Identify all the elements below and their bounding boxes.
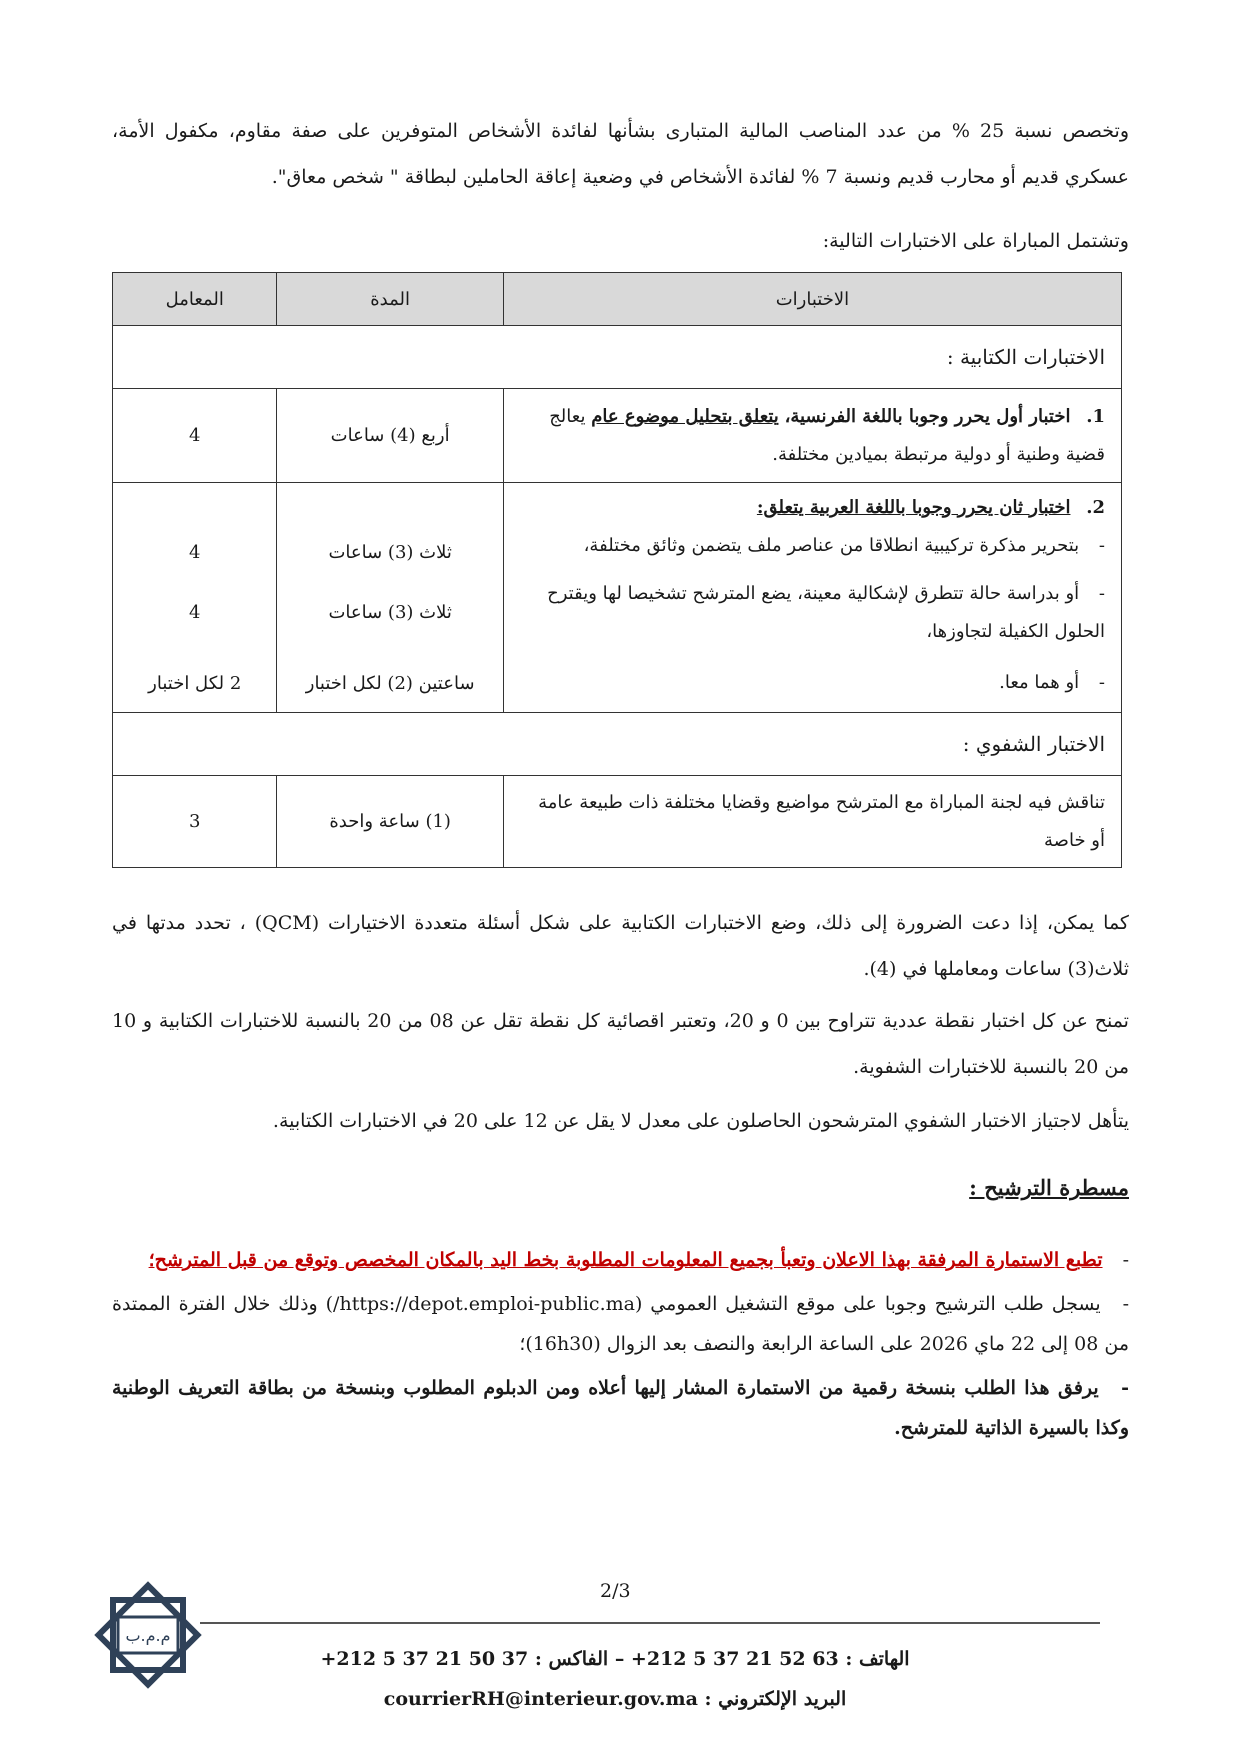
footer-email: البريد الإلكتروني : courrierRH@interieur.gov.ma [383,1688,847,1710]
written-section-title: الاختبارات الكتابية : [113,326,1122,389]
scoring-paragraph [112,998,1129,1090]
header-duration: المدة [277,273,503,326]
table-row [113,483,1122,571]
oral-section-title: الاختبار الشفوي : [113,713,1122,776]
exam2-option2-text: أو بدراسة حالة تتطرق لإشكالية معينة، يضع المترشح تشخيصا لها ويقترح الحلول الكفيلة لتجاوزها، [547,582,1105,642]
header-coefficient: المعامل [113,273,277,326]
exam2-option1-text: بتحرير مذكرة تركيبية انطلاقا من عناصر ملف يتضمن وثائق مختلفة، [583,534,1080,556]
exam2-cell-opt3 [503,655,1121,713]
exam1-coefficient: 4 [113,389,277,483]
logo-text: م.م.ب [125,1626,171,1645]
exam2-cell-opt1 [503,483,1121,571]
exams-intro-text: وتشتمل المباراة على الاختبارات التالية: [822,230,1129,252]
table-header-row [113,273,1122,326]
footer-divider [200,1622,1100,1624]
exam2-option1-coefficient: 4 [113,483,277,571]
list-item [112,1240,1129,1280]
exams-table [112,272,1122,868]
oral-section-row [113,713,1122,776]
institution-logo [88,1575,208,1695]
qcm-text: كما يمكن، إذا دعت الضرورة إلى ذلك، وضع الاختبارات الكتابية على شكل أسئلة متعددة الاختيارات (QCM) ، تحدد مدتها في ثلاث(3) ساعات ومعاملها في (4). [112,912,1129,980]
qualification-paragraph [112,1098,1129,1144]
procedure-list [112,1240,1129,1452]
exam2-option1-duration: ثلاث (3) ساعات [277,483,503,571]
oral-exam-text: تناقش فيه لجنة المباراة مع المترشح مواضيع وقضايا مختلفة ذات طبيعة عامة أو خاصة [503,776,1121,868]
bullet-dash: - [1122,1293,1129,1315]
qcm-paragraph [112,900,1129,992]
procedure-item-3: يرفق هذا الطلب بنسخة رقمية من الاستمارة المشار إليها أعلاه ومن الدبلوم المطلوب وبنسخة من بطاقة التعريف الوطنية وكذا بالسيرة الذاتية للمترشح. [112,1377,1129,1439]
bullet-dash: - [1098,582,1105,604]
exam2-option2-duration: ثلاث (3) ساعات [277,571,503,655]
exam2-title: اختبار ثان يحرر وجوبا باللغة العربية يتعلق: [756,496,1071,518]
oral-exam-duration: (1) ساعة واحدة [277,776,503,868]
bullet-dash: - [1122,1249,1129,1271]
table-row [113,655,1122,713]
intro-exams-line [112,218,1129,264]
bullet-dash: - [1121,1377,1129,1399]
exam2-number: 2. [1086,496,1105,518]
bullet-dash: - [1098,534,1105,556]
written-section-row [113,326,1122,389]
page-number: 2/3 [600,1580,631,1602]
exam1-cell [503,389,1121,483]
procedure-item-1: تطبع الاستمارة المرفقة بهذا الاعلان وتعبأ بجميع المعلومات المطلوبة بخط اليد بالمكان المخصص وتوقع من قبل المترشح؛ [148,1249,1103,1271]
exam1-duration: أربع (4) ساعات [277,389,503,483]
bullet-dash: - [1098,672,1105,694]
list-item [112,1284,1129,1364]
exam2-option3-duration: ساعتين (2) لكل اختبار [277,655,503,713]
exam1-title: اختبار أول يحرر وجوبا باللغة الفرنسية، [784,405,1071,427]
exam1-number: 1. [1086,405,1105,427]
exam1-title-underlined: يتعلق بتحليل موضوع عام [591,405,779,427]
oral-exam-coefficient: 3 [113,776,277,868]
table-row [113,571,1122,655]
table-row [113,776,1122,868]
scoring-text: تمنح عن كل اختبار نقطة عددية تتراوح بين 0 و 20، وتعتبر اقصائية كل نقطة تقل عن 08 من 20 بالنسبة للاختبارات الكتابية و 10 من 20 بالنسبة للاختبارات الشفوية. [112,1010,1129,1078]
qualification-text: يتأهل لاجتياز الاختبار الشفوي المترشحون الحاصلون على معدل لا يقل عن 12 على 20 في الاختبارات الكتابية. [272,1110,1129,1132]
procedure-heading: مسطرة الترشيح : [969,1175,1129,1200]
table-row [113,389,1122,483]
intro-paragraph [112,108,1129,200]
exam1-text: يعالج قضية وطنية أو دولية مرتبطة بميادين مختلفة. [549,405,1105,465]
list-item [112,1368,1129,1448]
exam2-option3-text: أو هما معا. [999,672,1080,694]
exam2-option3-coefficient: 2 لكل اختبار [113,655,277,713]
intro-quota-text: وتخصص نسبة 25 % من عدد المناصب المالية المتبارى بشأنها لفائدة الأشخاص المتوفرين على صفة مقاوم، مكفول الأمة، عسكري قديم أو محارب قديم ونسبة 7 % لفائدة الأشخاص في وضعية إعاقة الحاملين لبطاقة " شخص معاق". [112,120,1130,188]
footer-phone-fax: الهاتف : 63 52 21 37 5 212+ – الفاكس : 37 50 21 37 5 212+ [320,1648,910,1670]
exam2-option2-coefficient: 4 [113,571,277,655]
header-exams: الاختبارات [503,273,1121,326]
procedure-item-2: يسجل طلب الترشيح وجوبا على موقع التشغيل العمومي (https://depot.emploi-public.ma/) وذلك خلال الفترة الممتدة من 08 إلى 22 ماي 2026 على الساعة الرابعة والنصف بعد الزوال (16h30)؛ [112,1293,1129,1355]
exam2-cell-opt2 [503,571,1121,655]
